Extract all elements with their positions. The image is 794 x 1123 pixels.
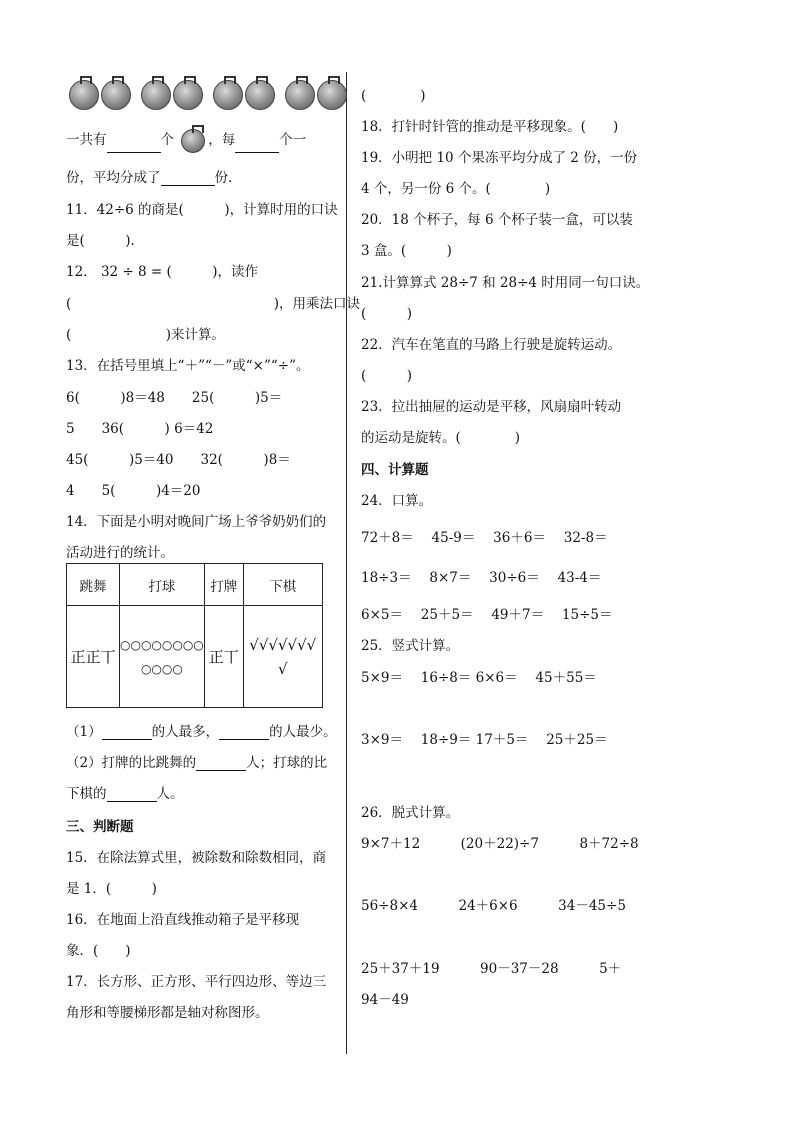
q17-line2: 角形和等腰梯形都是轴对称图形。 [66,1005,269,1021]
q18: 18．打针时针管的推动是平移现象。( ) [361,119,619,135]
answer-blank[interactable] [219,725,269,740]
q14-line2: 活动进行的统计。 [66,545,174,561]
table-header: 打球 [120,564,205,606]
q10-text: 份. [214,170,233,186]
section-heading: 四、计算题 [361,462,429,478]
column-divider [346,72,347,1054]
answer-blank[interactable] [102,725,152,740]
q14-line1: 14．下面是小明对晚间广场上爷爷奶奶们的 [66,514,327,530]
q11-line2: 是( ). [66,233,135,249]
q14-text: 人；打球的比 [246,755,328,771]
q14-sub1 [66,720,337,740]
q19-line1: 19．小明把 10 个果冻平均分成了 2 份，一份 [361,150,638,166]
table-header: 跳舞 [67,564,120,606]
q24-title: 24．口算。 [361,493,433,509]
q14-sub2-cont [66,782,184,802]
pomegranate-icon [69,80,99,110]
q10-text: 一共有 [66,132,107,148]
q10-text: 个 [160,132,174,148]
q23-line2: 的运动是旋转。( ) [361,430,521,446]
q26-row: 94－49 [361,992,409,1008]
q12-line1: 12． 32 ÷ 8 = ( )，读作 [66,264,259,280]
q17-line1: 17．长方形、正方形、平行四边形、等边三 [66,974,327,990]
table-cell: 正丅 [204,606,243,708]
answer-blank[interactable] [161,171,215,186]
q17-answer: ( ) [361,88,426,104]
q13-row: 6( )8＝48 25( )5＝ [66,390,283,406]
q22-line1: 22．汽车在笔直的马路上行驶是旋转运动。 [361,337,622,353]
q10-text: ，每 [208,132,236,148]
q26-row: 56÷8×4 24＋6×6 34－45÷5 [361,898,626,914]
q10-line2 [66,166,232,186]
q25-title: 25．竖式计算。 [361,638,460,654]
q24-row: 18÷3＝ 8×7＝ 30÷6＝ 43-4＝ [361,570,602,586]
q26-title: 26．脱式计算。 [361,805,460,821]
section-heading: 三、判断题 [66,819,134,835]
q15-line1: 15．在除法算式里，被除数和除数相同，商 [66,850,327,866]
pomegranate-icon [141,80,171,110]
table-cell: √√√√√√√ √ [243,606,322,708]
q13-row: 5 36( ) 6＝42 [66,421,214,437]
q13-row: 4 5( )4＝20 [66,483,201,499]
answer-blank[interactable] [196,756,246,771]
table-header: 打牌 [204,564,243,606]
q14-text: （1） [66,724,102,740]
q12-line3: ( )来计算。 [66,327,226,343]
q26-row: 25＋37＋19 90－37－28 5＋ [361,961,622,977]
q16-line1: 16．在地面上沿直线推动箱子是平移现 [66,912,300,928]
q14-text: 下棋的 [66,786,107,802]
pomegranate-icon [181,129,205,153]
q15-line2: 是 1．( ) [66,881,157,897]
q11-line1: 11．42÷6 的商是( )，计算时用的口诀 [66,202,338,218]
q14-text: （2）打牌的比跳舞的 [66,755,197,771]
activity-stats-table [66,563,323,708]
answer-blank[interactable] [235,138,279,153]
q12-line2: ( )，用乘法口诀 [66,296,361,312]
q21-line1: 21.计算算式 28÷7 和 28÷4 时用同一句口诀。 [361,275,650,291]
table-cell: 正正丅 [67,606,120,708]
pomegranate-icon [245,80,275,110]
q20-line2: 3 盒。( ) [361,243,452,259]
q25-row: 5×9＝ 16÷8＝ 6×6＝ 45＋55＝ [361,670,597,686]
answer-blank[interactable] [107,787,157,802]
q22-line2: ( ) [361,368,413,384]
answer-blank[interactable] [107,138,161,153]
q19-line2: 4 个，另一份 6 个。( ) [361,181,551,197]
q16-line2: 象．( ) [66,943,131,959]
q14-text: 人。 [156,786,184,802]
q24-row: 72＋8＝ 45-9＝ 36＋6＝ 32-8＝ [361,530,608,546]
q10-line1 [66,128,306,153]
q25-row: 3×9＝ 18÷9＝ 17＋5＝ 25＋25＝ [361,732,608,748]
pomegranate-icon [213,80,243,110]
table-cell: ○○○○○○○○ ○○○○ [120,606,205,708]
q10-text: 个一 [279,132,307,148]
q26-row: 9×7＋12 (20＋22)÷7 8＋72÷8 [361,836,639,852]
q10-text: 份，平均分成了 [66,170,161,186]
q21-line2: ( ) [361,306,413,322]
pomegranate-icon [317,80,347,110]
table-header: 下棋 [243,564,322,606]
pomegranate-icon [173,80,203,110]
pomegranate-group-image [69,80,349,110]
q24-row: 6×5＝ 25＋5＝ 49＋7＝ 15÷5＝ [361,607,613,623]
q23-line1: 23．拉出抽屉的运动是平移，风扇扇叶转动 [361,399,622,415]
q13-title: 13．在括号里填上“＋”“－”或“×”“÷”。 [66,358,310,374]
pomegranate-icon [101,80,131,110]
q14-text: 的人最少。 [269,724,337,740]
q14-text: 的人最多， [151,724,220,740]
pomegranate-icon [285,80,315,110]
q14-sub2 [66,751,327,771]
q20-line1: 20．18 个杯子，每 6 个杯子装一盒，可以装 [361,212,633,228]
q13-row: 45( )5＝40 32( )8＝ [66,452,291,468]
